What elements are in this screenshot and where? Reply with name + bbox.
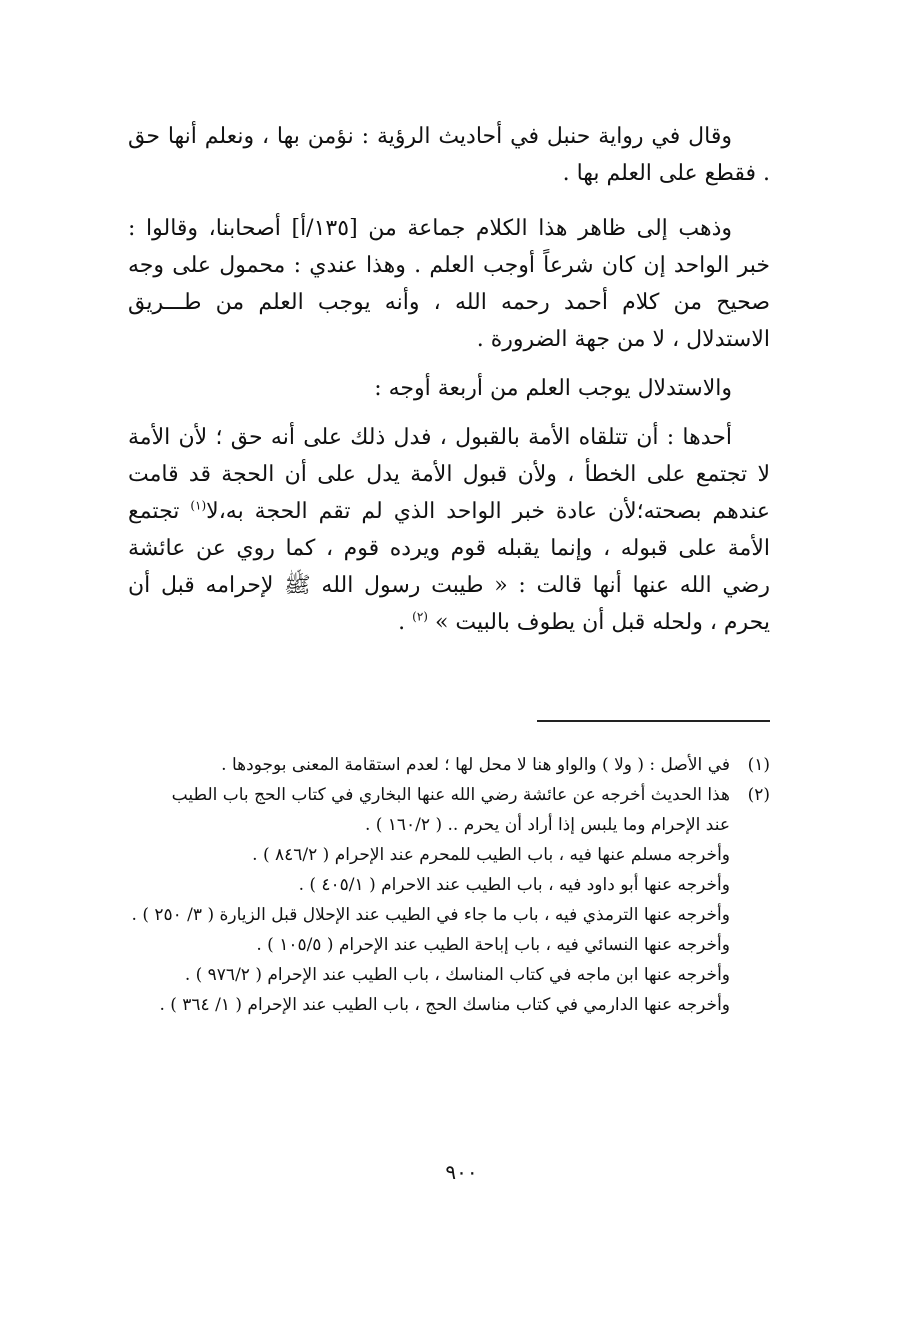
footnote-2-line: وأخرجه عنها الترمذي فيه ، باب ما جاء في الطيب عند الإحلال قبل الزيارة ( ٣/ ٢٥٠ ) . [131, 905, 730, 925]
footnote-2-line: وأخرجه مسلم عنها فيه ، باب الطيب للمحرم عند الإحرام ( ٨٤٦/٢ ) . [252, 845, 730, 865]
footnote-2-line: عند الإحرام وما يلبس إذا أراد أن يحرم .. ( ١٦٠/٢ ) . [364, 815, 730, 835]
paragraph-4 [128, 419, 770, 641]
footnote-2 [128, 780, 770, 840]
footnote-separator [537, 720, 770, 722]
paragraph-2: وذهب إلى ظاهر هذا الكلام جماعة من [١٣٥/أ] أصحابنا، وقالوا : خبر الواحد إن كان شرعاً أوجب العلم . وهذا عندي : محمول على وجه صحيح من كلام أحمد رحمه الله ، وأنه يوجب العلم من طـــريق الاستدلال ، لا من جهة الضرورة . [128, 216, 770, 352]
paragraph-4-part-b: تجتمع الأمة على قبوله ، وإنما يقبله قوم ويرده قوم ، كما روي عن عائشة رضي الله عنها أنها قالت : « طيبت رسول الله ﷺ لإحرامه قبل أن يحرم ، ولحله قبل أن يطوف بالبيت » [128, 499, 770, 635]
footnote-2-continuation [128, 840, 770, 1020]
main-text [128, 118, 770, 641]
footnote-2-line: وأخرجه عنها أبو داود فيه ، باب الطيب عند الاحرام ( ٤٠٥/١ ) . [298, 875, 730, 895]
paragraph-3: والاستدلال يوجب العلم من أربعة أوجه : [374, 376, 732, 401]
footnotes [128, 750, 770, 1020]
footnote-2-line: وأخرجه عنها ابن ماجه في كتاب المناسك ، باب الطيب عند الإحرام ( ٩٧٦/٢ ) . [184, 965, 730, 985]
page-number: ٩٠٠ [445, 1160, 478, 1184]
footnote-1 [128, 750, 770, 780]
footnote-ref-2: (٢) [412, 609, 428, 624]
paragraph-1: وقال في رواية حنبل في أحاديث الرؤية : نؤمن بها ، ونعلم أنها حق . فقطع على العلم بها . [128, 124, 770, 186]
footnote-2-line: هذا الحديث أخرجه عن عائشة رضي الله عنها البخاري في كتاب الحج باب الطيب [171, 785, 730, 805]
footnote-2-line: وأخرجه عنها الدارمي في كتاب مناسك الحج ، باب الطيب عند الإحرام ( ١/ ٣٦٤ ) . [159, 995, 730, 1015]
footnote-2-number: (٢) [747, 785, 770, 805]
footnote-2-line: وأخرجه عنها النسائي فيه ، باب إباحة الطيب عند الإحرام ( ١٠٥/٥ ) . [256, 935, 730, 955]
footnote-1-number: (١) [747, 755, 770, 775]
footnote-2-body [128, 780, 730, 840]
paragraph-4-part-c: . [398, 610, 413, 635]
footnote-1-text: في الأصل : ( ولا ) والواو هنا لا محل لها ؛ لعدم استقامة المعنى بوجودها . [221, 755, 730, 775]
footnote-ref-1: (١) [190, 498, 207, 513]
paragraph-4-part-a: أحدها : أن تتلقاه الأمة بالقبول ، فدل ذلك على أنه حق ؛ لأن الأمة لا تجتمع على الخطأ ، ولأن قبول الأمة يدل على أن الحجة قد قامت عندهم بصحته؛لأن عادة خبر الواحد الذي لم تقم الحجة به،لا [128, 425, 770, 524]
